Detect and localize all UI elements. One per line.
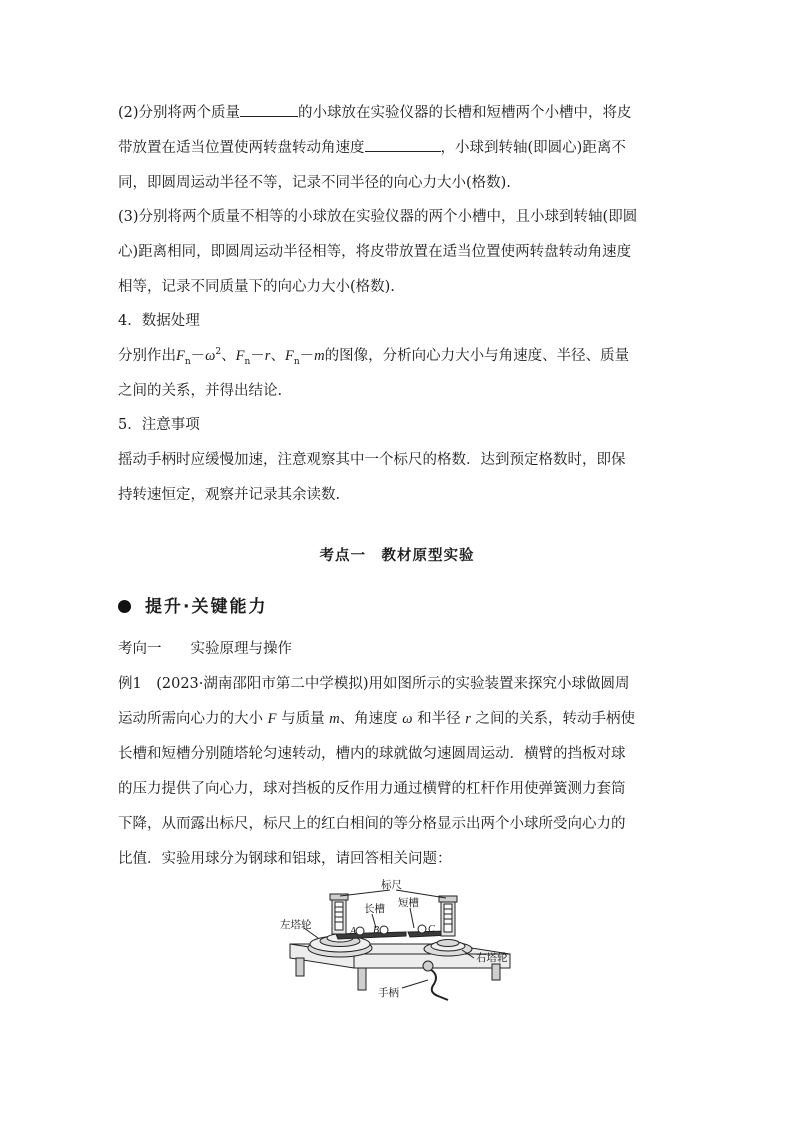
step-2-paragraph xyxy=(118,96,676,201)
label-handle: 手柄 xyxy=(378,988,399,999)
label-c: C xyxy=(428,924,435,935)
answer-blank-2[interactable] xyxy=(365,137,441,152)
section-5-title: 5．注意事项 xyxy=(118,417,200,433)
section-4-line-1: 分别作出$F_n-\omega^2$、$F_n-r$、$F_n-m$的图像，分析向心力大小与角速度、半径、质量 xyxy=(118,347,630,367)
topic-heading: 考点一 教材原型实验 xyxy=(319,548,475,564)
label-ruler: 标尺 xyxy=(381,880,402,891)
label-long-slot: 长槽 xyxy=(364,904,385,915)
label-left-wheel: 左塔轮 xyxy=(280,920,312,931)
handle xyxy=(428,968,448,1000)
apparatus-figure xyxy=(278,876,528,1006)
label-b: B xyxy=(373,925,380,936)
example-1: 考向一 实验原理与操作 例1 (2023·湖南邵阳市第二中学模拟)用如图所示的实验装置来探究小球做圆周 运动所需向心力的大小 F 与质量 m、角速度 ω 和半径 r 之间的关系，转动手柄使 长槽和短槽分别随塔轮匀速转动，槽内的球就做匀速圆周运动．横臂的挡板对球 的压力提供了向心力，球对挡板的反作用力通过横臂的杠杆作用使弹簧测力套筒 下降，从而露出标尺，标尺上的红白相间的等分格显示出两个小球所受向心力的 比值．实验用球分为钢球和铝球，请回答相关问题： xyxy=(118,632,676,877)
leg xyxy=(358,968,366,990)
section-head: 提升·关键能力 xyxy=(118,592,267,617)
bullet-icon xyxy=(118,600,131,613)
ball-a xyxy=(356,927,364,935)
section-4-title: 4．数据处理 xyxy=(118,313,200,329)
leg xyxy=(492,964,500,980)
leg xyxy=(296,958,304,976)
step-2-line-2: 带放置在适当位置使两转盘转动角速度 ，小球到转轴(即圆心)距离不 xyxy=(118,131,676,166)
step-3-paragraph: (3)分别将两个质量不相等的小球放在实验仪器的两个小槽中，且小球到转轴(即圆 心)距离相同，即圆周运动半径相等，将皮带放置在适当位置使两转盘转动角速度 相等，记录不同质量下的向心力大小(格数). xyxy=(118,209,638,295)
ball-b xyxy=(380,926,388,934)
answer-blank-1[interactable] xyxy=(240,102,298,117)
ball-c xyxy=(418,925,426,933)
step-2-line-3: 同，即圆周运动半径不等，记录不同半径的向心力大小(格数). xyxy=(118,175,511,191)
label-short-slot: 短槽 xyxy=(398,898,419,909)
section-5: 5．注意事项 摇动手柄时应缓慢加速，注意观察其中一个标尺的格数．达到预定格数时，即保 持转速恒定，观察并记录其余读数. xyxy=(118,408,676,513)
label-a: A xyxy=(350,926,357,937)
direction-label: 考向一 实验原理与操作 xyxy=(118,641,292,657)
label-right-wheel: 右塔轮 xyxy=(476,953,508,964)
section-4 xyxy=(118,304,676,409)
step-2-line-1: (2)分别将两个质量 的小球放在实验仪器的长槽和短槽两个小槽中，将皮 xyxy=(118,96,676,131)
section-4-line-2: 之间的关系，并得出结论. xyxy=(118,383,283,399)
